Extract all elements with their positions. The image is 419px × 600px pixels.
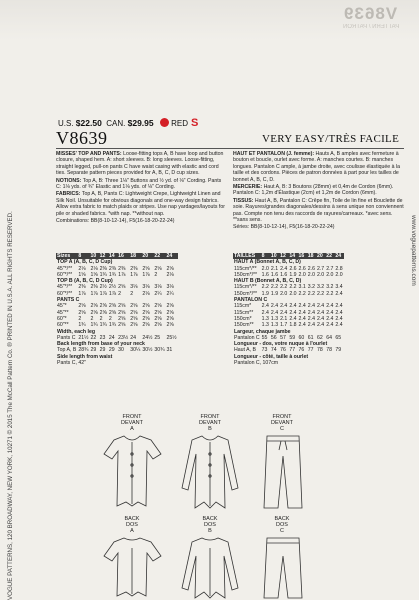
row-label: 45"* [57,303,67,310]
row-label: 115cm** [234,309,254,316]
cell: 2.2 [326,290,334,297]
cell: 1.3 [261,322,269,329]
section-title: Longueur - dos, votre nuque à l'ourlet [234,341,328,348]
cell: 10 [270,253,279,259]
cell: 76 [298,347,305,354]
cell: 2.4 [307,309,315,316]
mirrored-subtitle: PATTERN / PATRON [342,24,399,30]
cell: 1⅞ [118,271,126,278]
cell: 2⅝ [118,303,126,310]
cell: 2⅛ [142,290,150,297]
cell: 28¾ [78,347,89,354]
row-label: Top A, B [57,347,77,354]
cell: 57 [280,334,286,341]
cell: 1⅞ [142,271,150,278]
cell: 2⅜ [99,265,107,272]
pattern-number: V8639 [56,128,108,148]
cell: 29 [99,347,106,354]
cell: 77 [307,347,314,354]
cell: 2⅝ [166,322,174,329]
cell: 2⅝ [166,315,174,322]
cell: 29 [108,347,115,354]
row-label: 150cm* [234,315,252,322]
front-label-b: FRONT DEVANT B [199,414,221,432]
cell: 2 [118,290,121,297]
section-title: Longueur - côté, taille à ourlet [234,353,309,360]
cell: 2.4 [280,303,288,310]
cell: 2⅝ [99,303,107,310]
cell: 2.4 [326,303,334,310]
cell: 2.0 [307,271,315,278]
cell: 2⅛ [90,265,98,272]
cell: 30½ [142,347,153,354]
cell: 2.0 [280,290,288,297]
cell: 2⅝ [78,303,86,310]
cell: 74 [270,347,277,354]
cell: 2⅝ [166,265,174,272]
cell: 3⅛ [166,284,174,291]
row-label: Haut A, B [234,347,256,354]
cell: 2 [78,315,82,322]
cell: 2¼ [154,290,162,297]
cell: 2.2 [289,284,297,291]
cell: 30¼ [130,347,141,354]
cell: 62 [316,334,323,341]
cell: 2⅝ [154,303,162,310]
cell: 2.7 [316,265,325,272]
cell: 1⅞ [99,290,107,297]
cell: 2⅛ [166,271,174,278]
cell: 59 [289,334,296,341]
cell: 2.4 [335,303,343,310]
cell: 30¾ [154,347,165,354]
cell: 76 [280,347,286,354]
cell: 2.4 [316,303,325,310]
cell: 2.4 [261,309,269,316]
back-label-a: BACK DOS A [124,516,140,534]
red-label: RED [171,119,188,128]
cell: 2⅝ [108,309,117,316]
cell: 24 [166,253,178,259]
cell: 2.2 [298,290,306,297]
side-length-value: Pants C, 42" [57,360,86,367]
cell: 2⅝ [130,309,138,316]
cell: 61 [307,334,314,341]
cell: 2⅝ [90,309,98,316]
cell: 3⅛ [130,284,138,291]
website-sidebar: www.voguepatterns.com [410,215,417,286]
cell: 1¾ [99,322,107,329]
cell: 20 [316,253,325,259]
cell: 2⅜ [108,265,117,272]
publisher-sidebar: VOGUE PATTERNS, 120 BROADWAY, NEW YORK, 10271 © 2015 The McCall Pattern Co. ® PRINTED IN U.S.A. ALL RIGHTS RESERVED. [7,211,14,600]
cell: 12 [279,253,288,259]
cell: 56 [270,334,277,341]
table-row [233,360,344,366]
cell: 2.4 [280,265,288,272]
row-label: TAILLES [233,253,261,259]
row-label: 115cm*/** [234,265,257,272]
cell: 2.1 [280,315,288,322]
cell: 2⅜ [78,284,86,291]
cell: 79 [335,347,342,354]
cell: 64 [326,334,332,341]
cell: 2.0 [335,271,343,278]
top-a-front-sketch [104,436,161,506]
cell: 2.2 [307,290,315,297]
difficulty-label: VERY EASY/TRÈS FACILE [262,133,400,145]
cell: 1.8 [289,322,297,329]
cell: 2⅜ [130,265,138,272]
front-label-c: FRONT DEVANT C [271,414,293,432]
cell: 2.4 [326,315,334,322]
cell: 2⅝ [118,315,126,322]
cell: 2.4 [289,303,297,310]
cell: 2⅝ [78,309,86,316]
cell: 2.4 [335,322,343,329]
cell: 2⅝ [118,309,126,316]
cell: 2.4 [298,322,306,329]
top-b-back-sketch [182,538,238,598]
cell: 1.9 [261,290,269,297]
cell: 1¾ [108,322,117,329]
section-title: Back length from base of your neck [57,341,145,348]
cell: 78 [316,347,323,354]
cell: 2.4 [335,315,343,322]
red-dot-icon [160,118,169,127]
cell: 2.4 [261,303,269,310]
section-title: TOP A (A, B, C, D Cup) [57,259,113,266]
cell: 3⅛ [142,284,150,291]
cell: 2⅝ [130,315,138,322]
cell: 12 [99,253,108,259]
cell: 3.1 [298,284,306,291]
cell: 2⅝ [118,322,126,329]
cell: 2 [90,315,94,322]
price-us: $22.50 [75,118,102,128]
english-description: MISSES' TOP AND PANTS: Loose-fitting tops A, B have loop and button closure, shaped hem. A: short sleeves. B: long sleeves. Loose-fitting, straight legged, pull-on pants C have waist casing with elastic and cord ties. Separate pattern pieces provided for A, B, C, D cup sizes. NOTIONS: Top A, B: Three 1⅛" Buttons and ½ yd. of ⅛" Cording. Pants C: 1⅛ yds. of ¾" Elastic and 1⅛ yds. of ⅛" Cording. FABRICS: Top A, B, Pants C: Lightweight Crepe, Lightweight Linen and Silk Noil. Unsuitable for obvious diagonals and one-way design fabrics. Allow extra fabric to match plaids or stripes. Use nap yardages/layouts for pile or shaded fabrics. *with nap. **without nap. Combinations: BB(8-10-12-14), F5(16-18-20-22-24) [56,151,225,225]
cell: 8 [261,253,270,259]
cell: 2⅝ [154,315,162,322]
cell: 2.0 [316,271,325,278]
price-line: U.S. $22.50 CAN. $29.95 RED S [58,117,199,129]
row-label: 60"*/** [57,271,73,278]
cell: 2 [130,290,134,297]
cell: 1.6 [280,271,288,278]
row-label: Sizes [56,253,77,259]
cell: 78 [326,347,332,354]
cell: 2.2 [280,284,288,291]
cell: 20 [141,253,153,259]
cell: 1⅞ [90,290,98,297]
cell: 2⅝ [130,303,138,310]
cell: 2⅝ [108,303,117,310]
cell: 2.4 [289,315,297,322]
cell: 2.6 [307,265,315,272]
cell: 1.7 [280,322,288,329]
cell: 3⅛ [154,284,162,291]
cell: 18 [307,253,316,259]
section-title: Largeur, chaque jambe [234,328,291,335]
cell: 55 [261,334,268,341]
yardage-table-french [233,253,405,366]
row-label: 150cm*/** [234,290,258,297]
cell: 1.9 [270,290,279,297]
cell: 2.8 [335,265,343,272]
cell: 1⅝ [90,271,98,278]
cell: 2.4 [298,315,306,322]
table_en-table [56,253,178,366]
cell: 2.4 [316,315,325,322]
cell: 2⅝ [154,309,162,316]
cell: 2½ [99,284,107,291]
cell: 60 [298,334,305,341]
back-label-c: BACK DOS C [274,516,290,534]
cell: 73 [261,347,268,354]
table_fr-table [233,253,344,366]
cell: 1.9 [289,271,297,278]
price-can: $29.95 [127,118,154,128]
cell: 25 [154,334,161,341]
row-label: 45"*/** [57,284,73,291]
cell: 2⅛ [78,265,86,272]
cell: 2⅝ [166,309,174,316]
row-label: 115cm* [234,303,252,310]
cell: 10 [89,253,98,259]
cell: 1¾ [90,322,98,329]
cell: 2⅜ [118,265,126,272]
pants-c-front-sketch [264,436,302,508]
cell: 2⅝ [90,303,98,310]
cell: 16 [298,253,307,259]
cell: 65 [335,334,342,341]
cell: 2.4 [316,322,325,329]
cell: 2.4 [335,309,343,316]
row-label: 60"* [57,315,67,322]
cell: 2⅝ [142,315,150,322]
section-title: PANTS C [57,297,80,304]
cell: 2.4 [307,322,315,329]
cell: 2.7 [326,265,334,272]
cell: 2.4 [270,309,279,316]
cell: 22 [325,253,334,259]
cell: 2.2 [270,284,279,291]
cell: 1.3 [270,315,279,322]
cell: 2.2 [261,284,269,291]
row-label: Pantalon C [234,334,260,341]
cell: 3.2 [316,284,325,291]
cell: 25½ [166,334,177,341]
section-title: Side length from waist [57,353,113,360]
table-row [56,360,178,366]
cell: 2.4 [307,315,315,322]
french-description: HAUT ET PANTALON (J. femme): Hauts A, B amples avec fermeture à bouton et boucle, ourlet avec forme. A: manches courtes. B: manches longues. Pantalon C ample, à jambe droite, avec coulisse élastiquée à la taille et des cordons. Pièces de patron données à part pour les tailles de bonnet A, B, C, D. MERCERIE: Haut A, B: 3 Boutons (28mm) et 0,4m de Cordon (6mm). Pantalon C: 1,2m d'Élastique (2cm) et 1,2m de Cordon (6mm). TISSUS: Haut A, B, Pantalon C: Crêpe fin, Toile de lin fine et Bouclette de soie. Rayures/grandes diagonales/dessins à sens unique non conviennent pas. Compte non tenu des raccords de rayures/carreaux. *avec sens. **sans sens. Séries: BB(8-10-12-14), F5(16-18-20-22-24) [233,151,404,231]
cell: 1⅝ [78,271,86,278]
cell: 14 [288,253,297,259]
yardage-table-english [56,253,228,366]
cell: 31 [166,347,173,354]
section-title: HAUT B (Bonnet A, B, C, D) [234,278,302,285]
technical-drawings [62,410,362,600]
cell: 2.6 [289,265,297,272]
cell: 2⅝ [142,265,150,272]
cell: 77 [289,347,296,354]
cell: 21½ [78,334,89,341]
cell: 23½ [118,334,129,341]
cell: 2.4 [298,309,306,316]
cell: 24 [130,334,136,341]
cell: 16 [117,253,129,259]
cell: 2.0 [298,271,306,278]
cell: 2.4 [280,309,288,316]
cell: 2.4 [316,309,325,316]
cell: 2.4 [335,290,343,297]
cell: 23 [99,334,106,341]
cell: 30 [118,347,124,354]
row-label: 60"*/** [57,290,73,297]
cell: 1⅞ [130,271,138,278]
row-label: 150cm** [234,322,254,329]
cell: 2.4 [270,303,279,310]
cell: 2⅝ [142,322,150,329]
cell: 1¾ [108,271,117,278]
cell: 2 [108,315,112,322]
top-b-front-sketch [182,436,238,508]
cell: 2.0 [261,265,269,272]
cell: 2.4 [307,303,315,310]
cell: 2⅝ [142,309,150,316]
cell: 2.4 [289,309,297,316]
size-code: S [190,117,199,129]
cell: 2.4 [326,322,334,329]
cell: 24 [108,334,115,341]
cell: 22 [90,334,97,341]
cell: 2½ [108,284,117,291]
cell: 2⅝ [99,309,107,316]
cell: 2.4 [298,303,306,310]
cell: 1.6 [261,271,269,278]
cell: 2⅝ [118,284,126,291]
mirrored-pattern-number: V8639 [342,4,397,23]
pants-c-back-sketch [264,538,302,598]
cell: 2.0 [289,290,297,297]
cell: 1.6 [270,271,279,278]
cell: 1.3 [270,322,279,329]
cell: 2 [154,271,158,278]
cell: 2.6 [298,265,306,272]
cell: 24½ [142,334,153,341]
cell: 1⅞ [108,290,117,297]
section-title: Width, each leg [57,328,95,335]
row-label: Pants C [57,334,76,341]
cell: 3.4 [335,284,343,291]
row-label: 45"** [57,309,69,316]
cell: 2⅝ [130,322,138,329]
front-label-a: FRONT DEVANT A [121,414,143,432]
cell: 1¾ [78,322,86,329]
cell: 8 [77,253,89,259]
cell: 2⅝ [142,303,150,310]
row-label: 45"*/** [57,265,73,272]
section-title: PANTALON C [234,297,268,304]
cell: 29 [90,347,97,354]
cell: 2.4 [326,309,334,316]
cell: 2¼ [166,290,174,297]
cell: 2⅝ [166,303,174,310]
cell: 1¾ [99,271,107,278]
cell: 2 [99,315,103,322]
section-title: HAUT A (Bonnet A, B, C, D) [234,259,301,266]
cell: 24 [334,253,343,259]
cell: 2⅜ [90,284,98,291]
cell: 14 [108,253,117,259]
row-label: 60"** [57,322,69,329]
top-a-back-sketch [104,538,161,596]
cell: 2.1 [270,265,279,272]
cell: 3.2 [307,284,315,291]
cell: 1⅞ [78,290,86,297]
cell: 2⅝ [154,322,162,329]
cell: 3.2 [326,284,334,291]
row-label: 115cm*/** [234,284,257,291]
divider [56,148,404,149]
cell: 1.3 [261,315,269,322]
garment-sketches [62,410,362,600]
section-title: TOP B (A, B, C, D Cup) [57,278,113,285]
cell: 2⅝ [154,265,162,272]
cell: 2.0 [326,271,334,278]
back-label-b: BACK DOS B [202,516,218,534]
cell: 18 [129,253,141,259]
row-label: 150cm*/** [234,271,258,278]
cell: 22 [153,253,165,259]
cell: 2.2 [316,290,325,297]
side-length-value: Pantalon C, 107cm [234,360,279,367]
